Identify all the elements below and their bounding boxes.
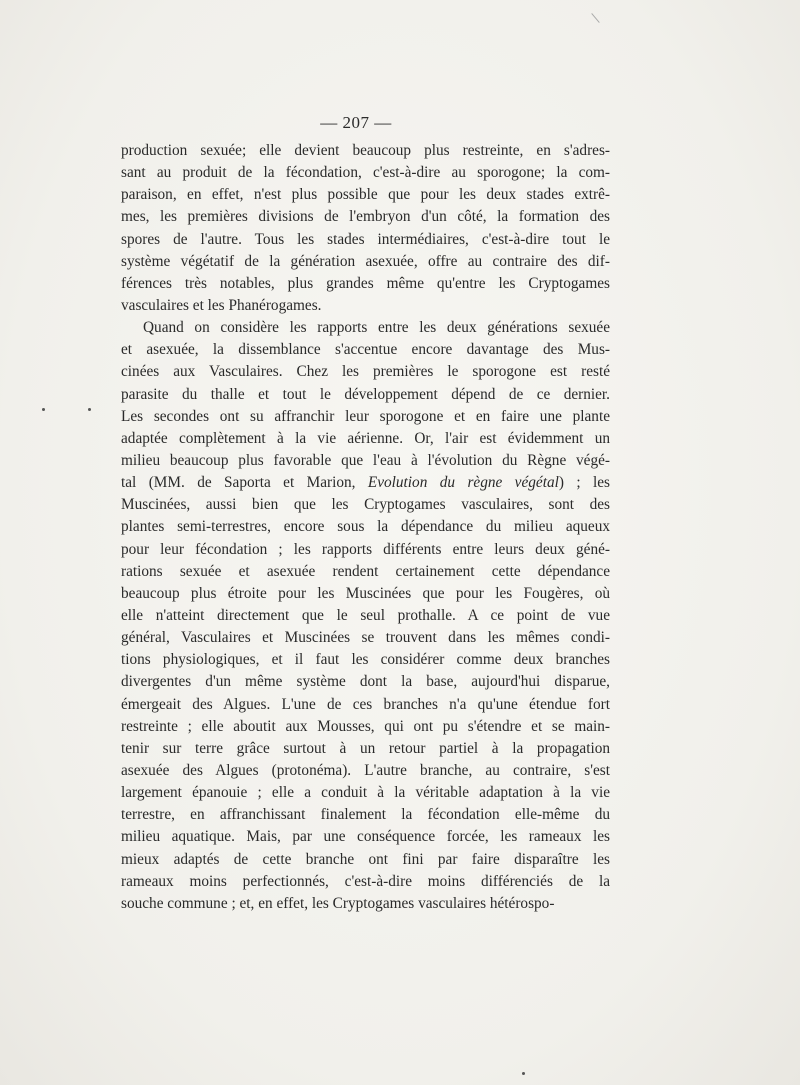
text-line: tions physiologiques, et il faut les considérer comme deux branches bbox=[121, 651, 610, 669]
text-line: divergentes d'un même système dont la base, aujourd'hui disparue, bbox=[121, 673, 610, 691]
text-line: beaucoup plus étroite pour les Muscinées que pour les Fougères, où bbox=[121, 584, 610, 602]
text-line: férences très notables, plus grandes même qu'entre les Cryptogames bbox=[121, 274, 610, 292]
edge-mark bbox=[591, 13, 599, 23]
text-line: parasite du thalle et tout le développement dépend de ce dernier. bbox=[121, 385, 610, 403]
text-line: Quand on considère les rapports entre les deux générations sexuée bbox=[143, 319, 610, 337]
text-line: milieu aquatique. Mais, par une conséquence forcée, les rameaux les bbox=[121, 828, 610, 846]
text-line: mes, les premières divisions de l'embryon d'un côté, la formation des bbox=[121, 208, 610, 226]
text-line: rameaux moins perfectionnés, c'est-à-dire moins différenciés de la bbox=[121, 872, 610, 890]
text-line: cinées aux Vasculaires. Chez les premières le sporogone est resté bbox=[121, 363, 610, 381]
margin-speck bbox=[42, 408, 45, 411]
text-line: et asexuée, la dissemblance s'accentue encore davantage des Mus- bbox=[121, 341, 610, 359]
text-line: sant au produit de la fécondation, c'est-à-dire au sporogone; la com- bbox=[121, 164, 610, 182]
text-line: souche commune ; et, en effet, les Cryptogames vasculaires hétérospo- bbox=[121, 894, 555, 912]
text-line: mieux adaptés de cette branche ont fini par faire disparaître les bbox=[121, 850, 610, 868]
text-line: Les secondes ont su affranchir leur sporogone et en faire une plante bbox=[121, 407, 610, 425]
text-line: pour leur fécondation ; les rapports différents entre leurs deux géné- bbox=[121, 540, 610, 558]
body-text bbox=[121, 140, 610, 915]
page-number: — 207 — bbox=[320, 113, 392, 132]
text-line: adaptée complètement à la vie aérienne. Or, l'air est évidemment un bbox=[121, 429, 610, 447]
text-line: Muscinées, aussi bien que les Cryptogames vasculaires, sont des bbox=[121, 496, 610, 514]
text-line: asexuée des Algues (protonéma). L'autre branche, au contraire, s'est bbox=[121, 761, 610, 779]
margin-speck bbox=[88, 408, 91, 411]
text-line: émergeait des Algues. L'une de ces branches n'a qu'une étendue fort bbox=[121, 695, 610, 713]
paragraph bbox=[121, 317, 610, 915]
book-title: Evolution du règne végétal bbox=[367, 474, 559, 492]
text-line: général, Vasculaires et Muscinées se trouvent dans les mêmes condi- bbox=[121, 629, 610, 647]
text-line: production sexuée; elle devient beaucoup plus restreinte, en s'adres- bbox=[121, 142, 610, 159]
text-line: elle n'atteint directement que le seul prothalle. A ce point de vue bbox=[121, 606, 610, 624]
text-line: largement épanouie ; elle a conduit à la véritable adaptation à la vie bbox=[121, 784, 610, 802]
text-line: tal (MM. de Saporta et Marion, Evolution du règne végétal) ; les bbox=[121, 474, 610, 492]
text-line: rations sexuée et asexuée rendent certainement cette dépendance bbox=[121, 562, 610, 580]
text-line: milieu beaucoup plus favorable que l'eau à l'évolution du Règne végé- bbox=[121, 451, 610, 469]
text-line: terrestre, en affranchissant finalement la fécondation elle-même du bbox=[121, 806, 610, 824]
text-line: spores de l'autre. Tous les stades intermédiaires, c'est-à-dire tout le bbox=[121, 230, 610, 248]
text-line: paraison, en effet, n'est plus possible que pour les deux stades extrê- bbox=[121, 186, 610, 204]
margin-speck bbox=[522, 1072, 525, 1075]
text-line: tenir sur terre grâce surtout à un retour partiel à la propagation bbox=[121, 739, 610, 757]
paragraph bbox=[121, 140, 610, 317]
text-line: vasculaires et les Phanérogames. bbox=[121, 296, 322, 314]
text-line: restreinte ; elle aboutit aux Mousses, qui ont pu s'étendre et se main- bbox=[121, 717, 610, 735]
text-line: système végétatif de la génération asexuée, offre au contraire des dif- bbox=[121, 252, 610, 270]
text-line: plantes semi-terrestres, encore sous la dépendance du milieu aqueux bbox=[121, 518, 610, 536]
